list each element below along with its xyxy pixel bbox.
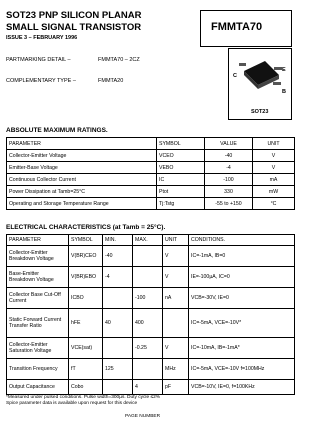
header-unit: UNIT — [163, 235, 189, 246]
cell-conditions: IC=-10mA, IB=-1mA* — [189, 338, 295, 359]
header-conditions: CONDITIONS. — [189, 235, 295, 246]
table-row — [7, 150, 295, 162]
header-parameter: PARAMETER — [7, 138, 157, 150]
cell-unit: V — [163, 267, 189, 288]
part-number-box — [200, 10, 292, 47]
cell-parameter: Operating and Storage Temperature Range — [7, 198, 157, 210]
cell-symbol: ICBO — [69, 288, 103, 309]
cell-parameter: Collector-Emitter Voltage — [7, 150, 157, 162]
cell-max — [133, 267, 163, 288]
cell-conditions: IE=-100µA, IC=0 — [189, 267, 295, 288]
table-row — [7, 380, 295, 395]
cell-symbol: hFE — [69, 309, 103, 338]
cell-max: 400 — [133, 309, 163, 338]
header-unit: UNIT — [253, 138, 295, 150]
package-box — [228, 48, 292, 120]
table-row — [7, 246, 295, 267]
title-line-2: SMALL SIGNAL TRANSISTOR — [6, 22, 142, 33]
cell-min: -40 — [103, 246, 133, 267]
table-row — [7, 359, 295, 380]
header-symbol: SYMBOL — [69, 235, 103, 246]
cell-conditions: IC=-1mA, IB=0 — [189, 246, 295, 267]
cell-parameter: Base-Emitter Breakdown Voltage — [7, 267, 69, 288]
complementary-label: COMPLEMENTARY TYPE – — [6, 78, 76, 84]
title-line-1: SOT23 PNP SILICON PLANAR — [6, 10, 142, 21]
package-label: SOT23 — [251, 109, 269, 115]
table-row — [7, 309, 295, 338]
cell-parameter: Transition Frequency — [7, 359, 69, 380]
table-row — [7, 288, 295, 309]
cell-min: 40 — [103, 309, 133, 338]
pin-c-label: C — [233, 73, 237, 79]
cell-unit — [163, 309, 189, 338]
cell-value: -55 to +150 — [205, 198, 253, 210]
cell-parameter: Static Forward Current Transfer Ratio — [7, 309, 69, 338]
cell-max: -100 — [133, 288, 163, 309]
cell-parameter: Emitter-Base Voltage — [7, 162, 157, 174]
cell-symbol: Cobo — [69, 380, 103, 395]
abs-max-title: ABSOLUTE MAXIMUM RATINGS. — [6, 127, 108, 134]
partmarking-label: PARTMARKING DETAIL – — [6, 57, 71, 63]
cell-unit: MHz — [163, 359, 189, 380]
cell-conditions: VCB=-30V, IE=0 — [189, 288, 295, 309]
cell-unit: V — [163, 246, 189, 267]
cell-symbol: fT — [69, 359, 103, 380]
footnote-pulse: *Measured under pulsed conditions. Pulse width=300µs. Duty cycle ≤2% — [6, 395, 161, 400]
pin-b-label: B — [282, 89, 286, 95]
cell-max: 4 — [133, 380, 163, 395]
cell-unit: mA — [253, 174, 295, 186]
header-symbol: SYMBOL — [157, 138, 205, 150]
header-max: MAX. — [133, 235, 163, 246]
cell-value: 330 — [205, 186, 253, 198]
cell-symbol: Ptot — [157, 186, 205, 198]
cell-max — [133, 359, 163, 380]
cell-symbol: VEBO — [157, 162, 205, 174]
elec-table — [6, 234, 295, 395]
cell-parameter: Power Dissipation at Tamb=25°C — [7, 186, 157, 198]
abs-max-header-row — [7, 138, 295, 150]
page-number: PAGE NUMBER — [125, 414, 161, 419]
cell-symbol: Tj:Tstg — [157, 198, 205, 210]
cell-value: -4 — [205, 162, 253, 174]
table-row — [7, 338, 295, 359]
elec-title: ELECTRICAL CHARACTERISTICS (at Tamb = 25°C). — [6, 224, 166, 231]
cell-conditions: IC=-5mA, VCE=-10V* — [189, 309, 295, 338]
cell-value: -100 — [205, 174, 253, 186]
table-row — [7, 267, 295, 288]
pin-e-label: E — [282, 67, 286, 73]
cell-symbol: VCEO — [157, 150, 205, 162]
cell-unit: mW — [253, 186, 295, 198]
cell-symbol: V(BR)EBO — [69, 267, 103, 288]
table-row — [7, 174, 295, 186]
cell-symbol: VCE(sat) — [69, 338, 103, 359]
cell-min — [103, 380, 133, 395]
header-min: MIN. — [103, 235, 133, 246]
cell-unit: V — [253, 162, 295, 174]
abs-max-table — [6, 137, 295, 210]
table-row — [7, 186, 295, 198]
cell-symbol: IC — [157, 174, 205, 186]
cell-parameter: Collector Base Cut-Off Current — [7, 288, 69, 309]
cell-min: 125 — [103, 359, 133, 380]
cell-max: -0.25 — [133, 338, 163, 359]
cell-conditions: VCB=-10V, IE=0, f=100KHz — [189, 380, 295, 395]
cell-conditions: IC=-5mA, VCE=-10V f=100MHz — [189, 359, 295, 380]
cell-unit: pF — [163, 380, 189, 395]
cell-parameter: Output Capacitance — [7, 380, 69, 395]
complementary-value: FMMTA20 — [98, 78, 124, 84]
cell-unit: nA — [163, 288, 189, 309]
cell-parameter: Continuous Collector Current — [7, 174, 157, 186]
cell-max — [133, 246, 163, 267]
cell-min: -4 — [103, 267, 133, 288]
cell-symbol: V(BR)CEO — [69, 246, 103, 267]
part-number: FMMTA70 — [211, 21, 263, 33]
cell-unit: V — [163, 338, 189, 359]
cell-parameter: Collector-Emitter Breakdown Voltage — [7, 246, 69, 267]
cell-parameter: Collector-Emitter Saturation Voltage — [7, 338, 69, 359]
partmarking-value: FMMTA70 – 2CZ — [98, 57, 140, 63]
header-parameter: PARAMETER — [7, 235, 69, 246]
footnote-spice: Spice parameter data is available upon request for this device — [6, 401, 138, 406]
issue-date: ISSUE 3 – FEBRUARY 1996 — [6, 35, 78, 41]
header-value: VALUE — [205, 138, 253, 150]
elec-header-row — [7, 235, 295, 246]
table-row — [7, 162, 295, 174]
cell-unit: °C — [253, 198, 295, 210]
cell-value: -40 — [205, 150, 253, 162]
table-row — [7, 198, 295, 210]
cell-min — [103, 338, 133, 359]
cell-min — [103, 288, 133, 309]
cell-unit: V — [253, 150, 295, 162]
